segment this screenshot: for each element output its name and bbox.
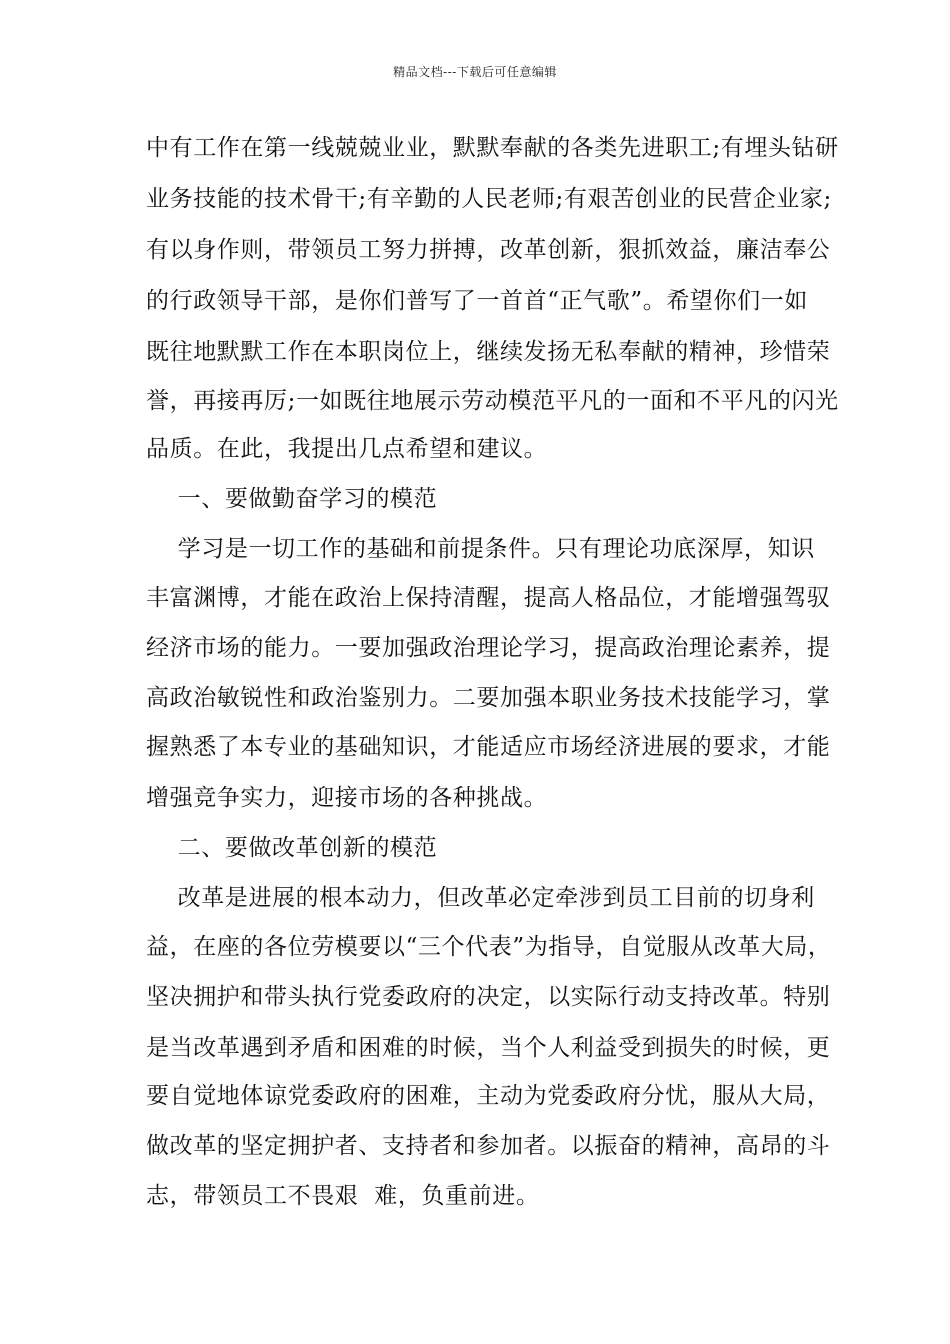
section-heading: 一、要做勤奋学习的模范: [146, 486, 438, 512]
text-line: 是当改革遇到矛盾和困难的时候，当个人利益受到损失的时候，更: [146, 1035, 831, 1061]
text-line: 握熟悉了本专业的基础知识，才能适应市场经济进展的要求，才能: [146, 734, 831, 760]
section-heading: 二、要做改革创新的模范: [146, 835, 438, 861]
text-line: 志，带领员工不畏艰 难，负重前进。: [146, 1183, 540, 1209]
text-line: 誉，再接再厉;一如既往地展示劳动模范平凡的一面和不平凡的闪光: [146, 388, 839, 414]
text-line: 做改革的坚定拥护者、支持者和参加者。以振奋的精神，高昂的斗: [146, 1133, 831, 1159]
text-line: 高政治敏锐性和政治鉴别力。二要加强本职业务技术技能学习，掌: [146, 685, 831, 711]
text-line: 益，在座的各位劳模要以“三个代表”为指导，自觉服从改革大局，: [146, 934, 832, 960]
text-line: 要自觉地体谅党委政府的困难，主动为党委政府分忧，服从大局，: [146, 1083, 831, 1109]
text-line: 学习是一切工作的基础和前提条件。只有理论功底深厚，知识: [146, 536, 815, 562]
text-line: 经济市场的能力。一要加强政治理论学习，提高政治理论素养，提: [146, 635, 831, 661]
text-line: 的行政领导干部，是你们普写了一首首“正气歌”。希望你们一如: [146, 288, 808, 314]
text-line: 品质。在此，我提出几点希望和建议。: [146, 436, 548, 462]
text-line: 改革是进展的根本动力，但改革必定牵涉到员工目前的切身利: [146, 885, 815, 911]
text-line: 丰富渊博，才能在政治上保持清醒，提高人格品位，才能增强驾驭: [146, 585, 831, 611]
text-line: 业务技能的技术骨干;有辛勤的人民老师;有艰苦创业的民营企业家;: [146, 186, 832, 212]
text-line: 增强竞争实力，迎接市场的各种挑战。: [146, 785, 548, 811]
text-line: 中有工作在第一线兢兢业业，默默奉献的各类先进职工;有埋头钻研: [146, 135, 839, 161]
text-line: 坚决拥护和带头执行党委政府的决定，以实际行动支持改革。特别: [146, 984, 831, 1010]
page-header: 精品文档---下载后可任意编辑: [393, 65, 557, 79]
text-line: 有以身作则，带领员工努力拼搏，改革创新，狠抓效益，廉洁奉公: [146, 237, 831, 263]
text-line: 既往地默默工作在本职岗位上，继续发扬无私奉献的精神，珍惜荣: [146, 339, 831, 365]
